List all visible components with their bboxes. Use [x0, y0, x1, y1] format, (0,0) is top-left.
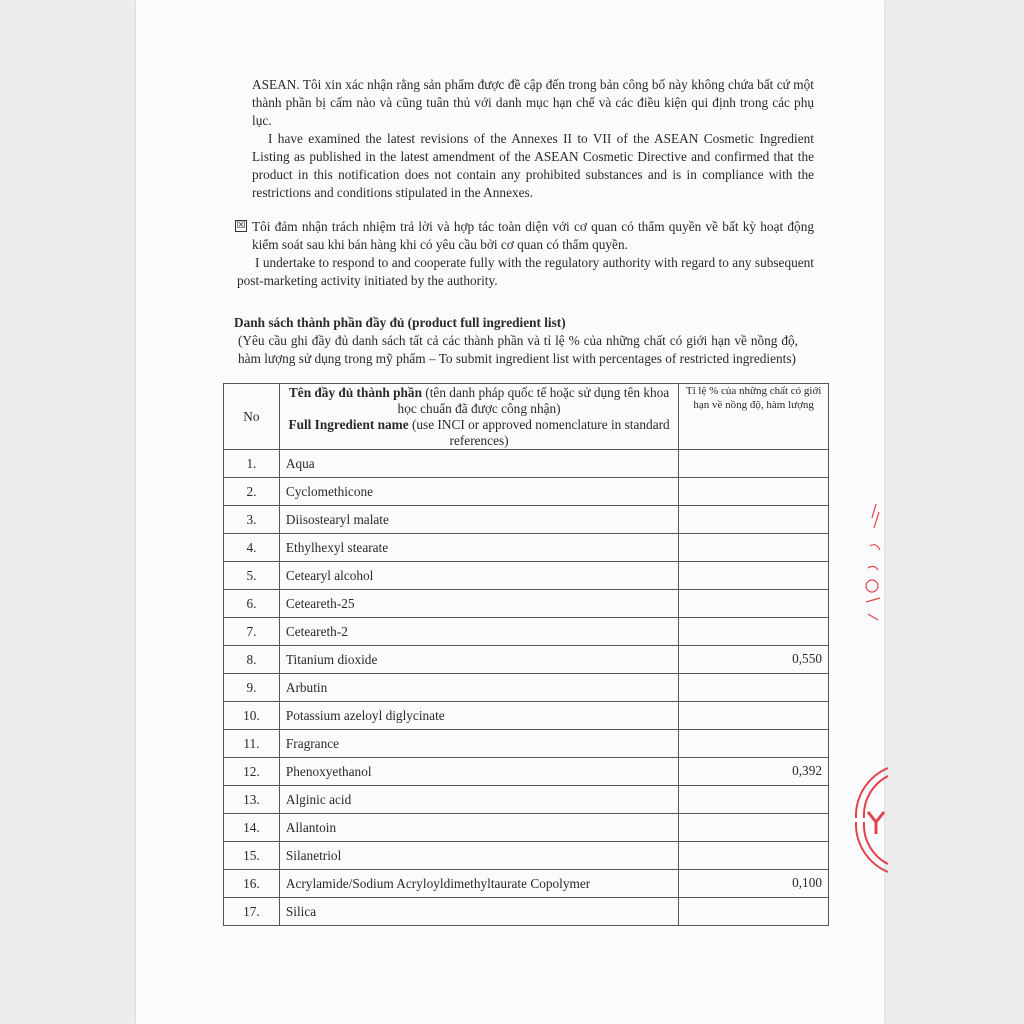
row-number: 11. [224, 730, 280, 758]
ingredient-name: Phenoxyethanol [279, 758, 678, 786]
ingredient-percentage [679, 534, 829, 562]
ingredient-name: Alginic acid [279, 786, 678, 814]
undertaking-en-paragraph: I undertake to respond to and cooperate fully with the regulatory authority with regard to any subsequent post-marketing activity initiated by the authority. [237, 255, 814, 288]
table-row [224, 534, 829, 562]
red-stamp-bottom [848, 762, 888, 878]
row-number: 9. [224, 674, 280, 702]
ingredient-name: Arbutin [279, 674, 678, 702]
ingredient-name: Silanetriol [279, 842, 678, 870]
ingredient-percentage [679, 478, 829, 506]
ingredient-name: Silica [279, 898, 678, 926]
ingredient-percentage: 0,550 [679, 646, 829, 674]
row-number: 17. [224, 898, 280, 926]
table-row [224, 842, 829, 870]
ingredient-list-note: (Yêu cầu ghi đầy đủ danh sách tất cả các thành phần và tỉ lệ % của những chất có giới hạn về nồng độ, hàm lượng sử dụng trong mỹ phẩm – To submit ingredient list with percentages of restricted ingredients) [238, 333, 798, 366]
row-number: 14. [224, 814, 280, 842]
row-number: 6. [224, 590, 280, 618]
table-row [224, 702, 829, 730]
table-row [224, 618, 829, 646]
ingredient-list-heading: Danh sách thành phần đầy đủ (product full ingredient list) [234, 315, 566, 330]
ingredient-name: Cetearyl alcohol [279, 562, 678, 590]
table-row [224, 478, 829, 506]
ingredient-percentage [679, 674, 829, 702]
row-number: 5. [224, 562, 280, 590]
table-row [224, 898, 829, 926]
ingredient-percentage [679, 506, 829, 534]
row-number: 4. [224, 534, 280, 562]
header-no: No [224, 384, 280, 450]
intro-en-paragraph: I have examined the latest revisions of the Annexes II to VII of the ASEAN Cosmetic Ingredient Listing as published in the latest amendment of the ASEAN Cosmetic Directive and confirmed that the product in this notification does not contain any prohibited substances and is in compliance with the restrictions and conditions stipulated in the Annexes. [252, 131, 814, 200]
row-number: 3. [224, 506, 280, 534]
table-row [224, 450, 829, 478]
document-body [234, 76, 814, 368]
header-name-vn-bold: Tên đầy đủ thành phần [288, 384, 422, 400]
ingredient-name: Titanium dioxide [279, 646, 678, 674]
table-header-row [224, 384, 829, 450]
ingredient-name: Potassium azeloyl diglycinate [279, 702, 678, 730]
ingredient-name: Allantoin [279, 814, 678, 842]
row-number: 7. [224, 618, 280, 646]
table-body [224, 450, 829, 926]
ingredient-percentage [679, 450, 829, 478]
ingredient-percentage [679, 618, 829, 646]
ingredient-percentage [679, 898, 829, 926]
row-number: 8. [224, 646, 280, 674]
ingredient-percentage: 0,392 [679, 758, 829, 786]
ingredient-name: Aqua [279, 450, 678, 478]
ingredient-name: Ethylhexyl stearate [279, 534, 678, 562]
ingredient-percentage [679, 730, 829, 758]
table-row [224, 786, 829, 814]
undertaking-block [236, 218, 814, 290]
table-row [224, 730, 829, 758]
row-number: 12. [224, 758, 280, 786]
ingredient-table [223, 383, 829, 926]
table-row [224, 814, 829, 842]
ingredient-percentage: 0,100 [679, 870, 829, 898]
ingredient-name: Diisostearyl malate [279, 506, 678, 534]
red-stamp-top [846, 498, 886, 628]
table-row [224, 590, 829, 618]
checked-checkbox-icon: ☒ [236, 220, 246, 231]
ingredient-name: Ceteareth-25 [279, 590, 678, 618]
undertaking-vn-paragraph: Tôi đảm nhận trách nhiệm trả lời và hợp tác toàn diện với cơ quan có thẩm quyền về bất kỳ hoạt động kiểm soát sau khi bán hàng khi có yêu cầu bởi cơ quan có thẩm quyền. [252, 219, 814, 252]
row-number: 2. [224, 478, 280, 506]
row-number: 16. [224, 870, 280, 898]
table-row [224, 758, 829, 786]
intro-vn-paragraph: ASEAN. Tôi xin xác nhận rằng sản phẩm được đề cập đến trong bản công bố này không chứa bất cứ một thành phần bị cấm nào và cũng tuân thủ với danh mục hạn chế và các điều kiện qui định trong các phụ lục. [252, 77, 814, 128]
ingredient-name: Cyclomethicone [279, 478, 678, 506]
ingredient-percentage [679, 590, 829, 618]
table-row [224, 870, 829, 898]
ingredient-percentage [679, 562, 829, 590]
ingredient-percentage [679, 842, 829, 870]
row-number: 10. [224, 702, 280, 730]
ingredient-percentage [679, 786, 829, 814]
header-ingredient-name [279, 384, 678, 450]
header-percentage: Tỉ lệ % của những chất có giới hạn về nồng độ, hàm lượng [679, 384, 829, 450]
table-row [224, 562, 829, 590]
row-number: 15. [224, 842, 280, 870]
header-name-en-rest: (use INCI or approved nomenclature in standard references) [411, 416, 670, 448]
header-name-vn-rest: (tên danh pháp quốc tế hoặc sử dụng tên khoa học chuẩn đã được công nhận) [397, 384, 670, 416]
ingredient-percentage [679, 814, 829, 842]
table-row [224, 506, 829, 534]
ingredient-percentage [679, 702, 829, 730]
table-row [224, 674, 829, 702]
row-number: 13. [224, 786, 280, 814]
ingredient-name: Fragrance [279, 730, 678, 758]
ingredient-name: Acrylamide/Sodium Acryloyldimethyltaurate Copolymer [279, 870, 678, 898]
header-name-en-bold: Full Ingredient name [288, 416, 409, 432]
table-row [224, 646, 829, 674]
row-number: 1. [224, 450, 280, 478]
ingredient-name: Ceteareth-2 [279, 618, 678, 646]
